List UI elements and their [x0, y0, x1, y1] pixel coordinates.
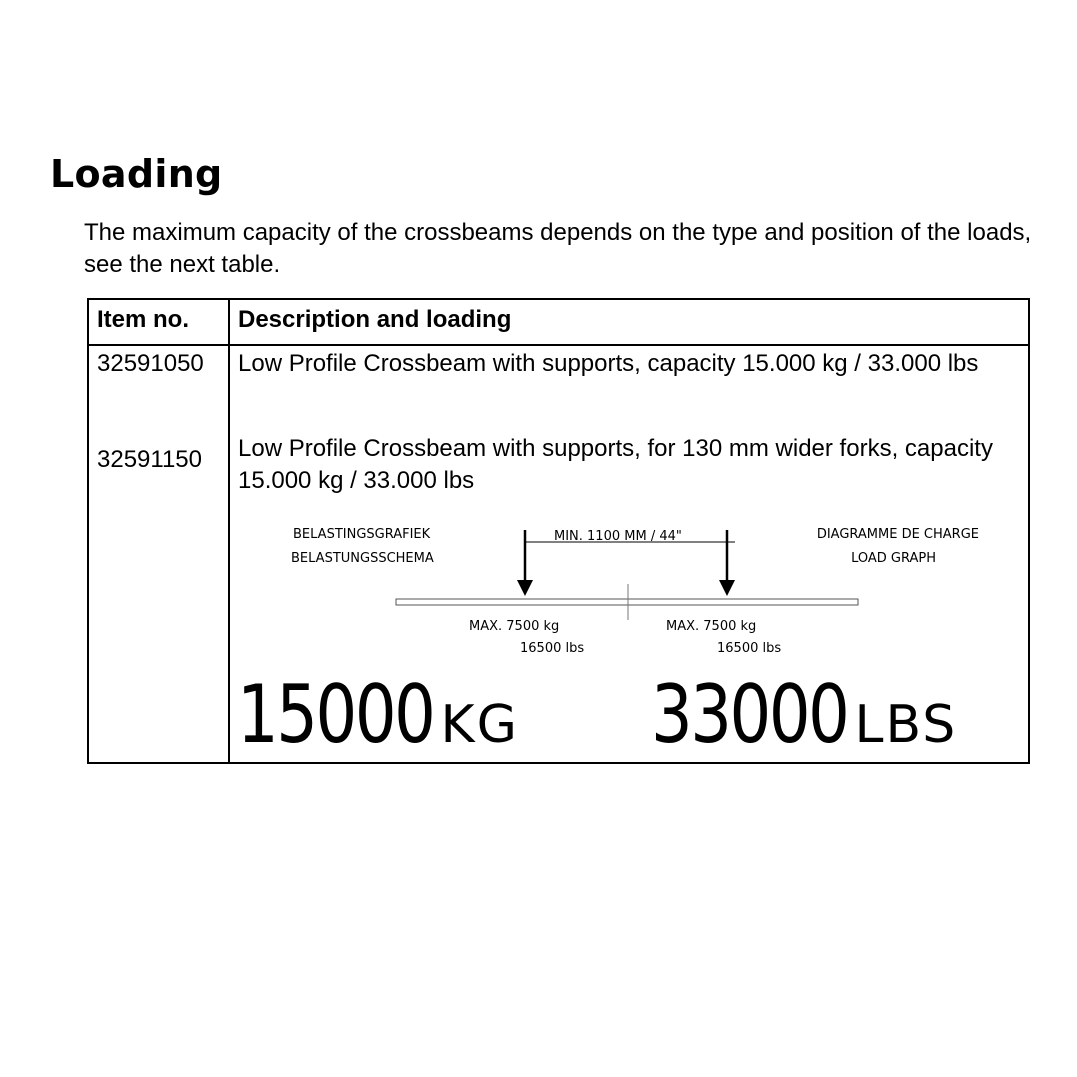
left-load-kg: MAX. 7500 kg	[469, 619, 560, 634]
capacity-lbs-value: 33000	[651, 668, 848, 761]
label-belastingsgrafiek: BELASTINGSGRAFIEK	[293, 527, 431, 542]
right-load-arrow-icon	[719, 580, 735, 596]
left-load-arrow-icon	[517, 580, 533, 596]
page-heading: Loading	[50, 152, 223, 196]
intro-paragraph: The maximum capacity of the crossbeams depends on the type and position of the loads, see the next table.	[84, 219, 1032, 278]
right-load-lbs: 16500 lbs	[717, 641, 782, 656]
header-divider	[89, 344, 1028, 346]
crossbeam-shape	[396, 599, 858, 605]
capacity-lbs-unit: LBS	[854, 695, 958, 755]
capacity-lbs	[651, 668, 957, 761]
load-graph-diagram	[239, 520, 1019, 660]
label-load-graph: LOAD GRAPH	[851, 551, 936, 566]
left-load-lbs: 16500 lbs	[520, 641, 585, 656]
right-load-kg: MAX. 7500 kg	[666, 619, 757, 634]
label-belastungsschema: BELASTUNGSSCHEMA	[291, 551, 434, 566]
capacity-kg-value: 15000	[237, 668, 434, 761]
row-1-description: Low Profile Crossbeam with supports, capacity 15.000 kg / 33.000 lbs	[238, 350, 979, 377]
label-diagramme-de-charge: DIAGRAMME DE CHARGE	[816, 527, 979, 542]
loading-table	[87, 298, 1030, 764]
row-2-description: Low Profile Crossbeam with supports, for 130 mm wider forks, capacity 15.000 kg / 33.000 lbs	[238, 435, 993, 494]
row-1-item: 32591050	[97, 350, 204, 377]
header-item-no: Item no.	[97, 306, 190, 333]
column-divider	[228, 300, 230, 762]
row-2-item: 32591150	[97, 446, 202, 473]
capacity-kg	[237, 668, 519, 761]
spacing-label: MIN. 1100 MM / 44"	[554, 529, 682, 544]
capacity-kg-unit: KG	[440, 695, 519, 755]
header-description: Description and loading	[238, 306, 512, 333]
